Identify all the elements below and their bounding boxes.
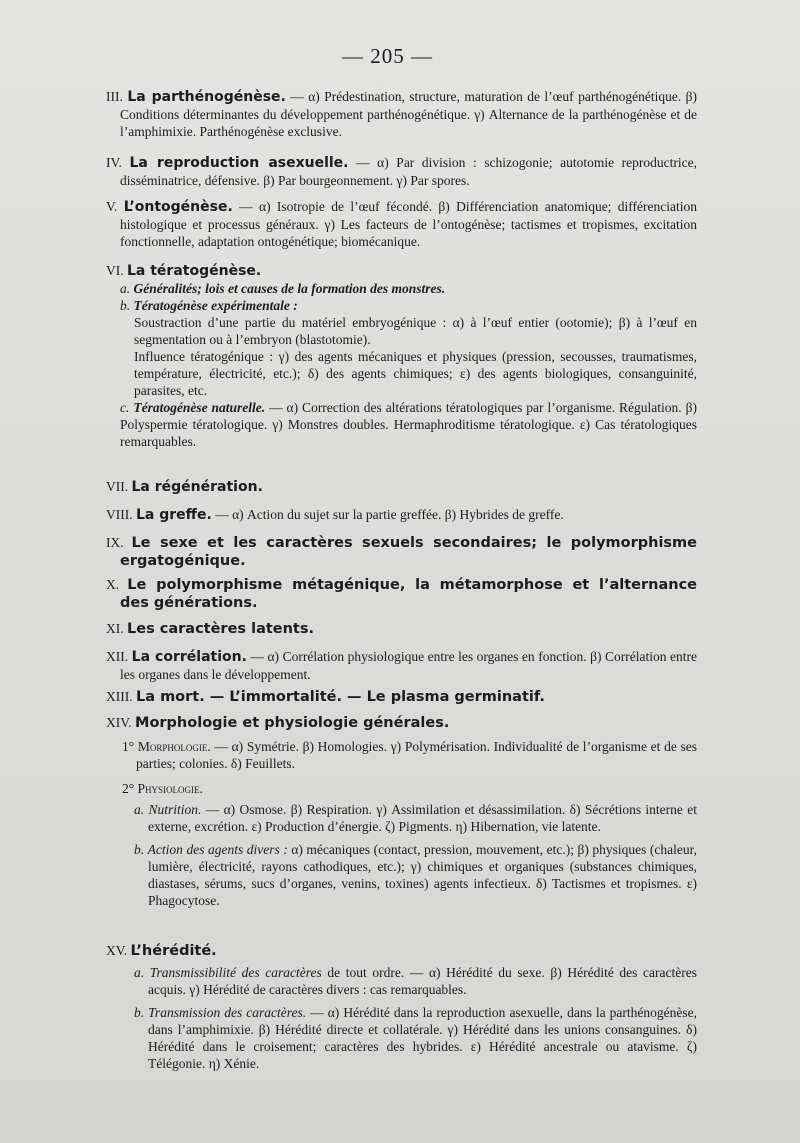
subsection-label: a. [120, 281, 131, 296]
section-vi [106, 262, 697, 450]
subsection-title: Tératogénèse naturelle. [133, 400, 266, 415]
section-text: — α) Action du sujet sur la partie greffée. β) Hybrides de greffe. [211, 507, 564, 522]
section-number: XI. [106, 621, 124, 636]
section-heading: La parthénogénèse. [127, 89, 286, 105]
subsection-title: Tératogénèse expérimentale : [133, 298, 298, 313]
section-heading: Les caractères latents. [127, 621, 315, 637]
subsection-text: — α) Hérédité dans la reproduction asexuelle, dans la parthénogénèse, dans l’amphimixie. β) Hérédité directe et collatérale. γ) Hérédité dans les unions consanguines. δ) Hérédité dans le croisement; caractères des hybrides. ε) Hérédité ancestrale ou atavisme. ζ) Télégonie. η) Xénie. [148, 1005, 697, 1071]
section-heading: Le sexe et les caractères sexuels secondaires; le polymorphisme ergatogénique. [120, 535, 698, 569]
section-heading: L’hérédité. [130, 943, 217, 959]
subsection-paragraph: Influence tératogénique : γ) des agents mécaniques et physiques (pression, secousses, traumatismes, température, électricité, etc.); δ) des agents chimiques; ε) des agents biologiques, consanguinité, parasites, etc. [134, 349, 697, 398]
section-xii [106, 648, 697, 683]
section-x [106, 576, 698, 612]
section-text: — α) Prédestination, structure, maturation de l’œuf parthénogénétique. β) Conditions déterminantes du développement parthénogénétique. γ) Alternance de la parthénogénèse et de l’amphimixie. Parthénogénèse exclusive. [120, 89, 697, 139]
subsection-text: α) mécaniques (contact, pression, mouvement, etc.); β) physiques (chaleur, lumière, électricité, rayons cathodiques, etc.); γ) chimiques et organiques (substances chimiques, diastases, sérums, sucs d’organes, venins, toxines) agents infectieux. δ) Tactismes et tropismes. ε) Phagocytose. [148, 842, 697, 908]
section-heading: L’ontogénèse. [123, 199, 233, 215]
section-number: XV. [106, 943, 128, 958]
section-text: — α) Corrélation physiologique entre les organes en fonction. β) Corrélation entre les organes dans le développement. [120, 649, 697, 682]
section-vii [106, 478, 697, 496]
section-v [106, 198, 698, 250]
subsection-title: Généralités; lois et causes de la formation des monstres. [133, 281, 446, 296]
section-number: IX. [106, 535, 124, 550]
section-text: — α) Par division : schizogonie; autotomie reproductrice, disséminatrice, défensive. β) Par bourgeonnement. γ) Par spores. [120, 155, 698, 188]
section-heading: La régénération. [131, 479, 263, 495]
section-heading: Le polymorphisme métagénique, la métamorphose et l’alternance des générations. [120, 577, 698, 611]
subsection-text: — α) Correction des altérations tératologiques par l’organisme. Régulation. β) Polyspermie tératologique. γ) Monstres doubles. Hermaphroditisme tératologique. ε) Cas tératologiques remarquables. [120, 400, 697, 449]
subsection-text: — α) Symétrie. β) Homologies. γ) Polymérisation. Individualité de l’organisme et de ses parties; colonies. δ) Feuillets. [136, 739, 698, 771]
section-number: XII. [106, 649, 129, 664]
section-viii [106, 506, 697, 524]
section-heading: La greffe. [136, 507, 212, 523]
section-heading: La mort. — L’immortalité. — Le plasma germinatif. [136, 689, 545, 705]
subsection-label: b. [134, 842, 145, 857]
section-xiv [106, 714, 698, 909]
section-number: XIV. [106, 715, 132, 730]
section-heading: Morphologie et physiologie générales. [135, 715, 450, 731]
page-number: — 205 — [342, 44, 433, 68]
subsection-label: c. [120, 400, 130, 415]
section-number: X. [106, 577, 120, 592]
subsection-paragraph: Soustraction d’une partie du matériel embryogénique : α) à l’œuf entier (ootomie); β) à l’œuf en segmentation ou à l’embryon (blastotomie). [134, 315, 697, 347]
section-iii [106, 88, 697, 140]
section-heading: La tératogénèse. [127, 263, 262, 279]
subsection-label: 1° Morphologie. [122, 739, 211, 754]
subsection-label: 2° Physiologie. [122, 781, 203, 796]
section-number: IV. [106, 155, 122, 170]
subsection-title: Transmissibilité des caractères [149, 965, 322, 980]
section-ix [106, 534, 698, 570]
section-xiii [106, 688, 697, 706]
section-xi [106, 620, 697, 638]
subsection-text: — α) Osmose. β) Respiration. γ) Assimilation et désassimilation. δ) Sécrétions interne et externe, excrétion. ε) Production d’énergie. ζ) Pigments. η) Hibernation, vie latente. [148, 802, 698, 834]
section-text: — α) Isotropie de l’œuf fécondé. β) Différenciation anatomique; différenciation histologique et processus généraux. γ) Les facteurs de l’ontogénèse; tactismes et tropismes, excitation fonctionnelle, adaptation ontogénétique; biomécanique. [120, 199, 698, 249]
subsection-label: a. [134, 965, 145, 980]
section-number: XIII. [106, 689, 133, 704]
subsection-title: Transmission des caractères. [148, 1005, 307, 1020]
section-heading: La corrélation. [131, 649, 247, 665]
section-number: VI. [106, 263, 124, 278]
section-xv [106, 942, 697, 1072]
subsection-label: a. [134, 802, 145, 817]
section-number: V. [106, 199, 118, 214]
section-heading: La reproduction asexuelle. [129, 155, 349, 171]
subsection-label: b. [134, 1005, 145, 1020]
section-number: III. [106, 89, 123, 104]
section-number: VIII. [106, 507, 133, 522]
subsection-title: Action des agents divers : [147, 842, 288, 857]
subsection-title: Nutrition. [148, 802, 202, 817]
subsection-text: de tout ordre. — α) Hérédité du sexe. β) Hérédité des caractères acquis. γ) Hérédité de caractères divers : cas remarquables. [148, 965, 697, 997]
subsection-label: b. [120, 298, 131, 313]
section-number: VII. [106, 479, 129, 494]
section-iv [106, 154, 698, 189]
